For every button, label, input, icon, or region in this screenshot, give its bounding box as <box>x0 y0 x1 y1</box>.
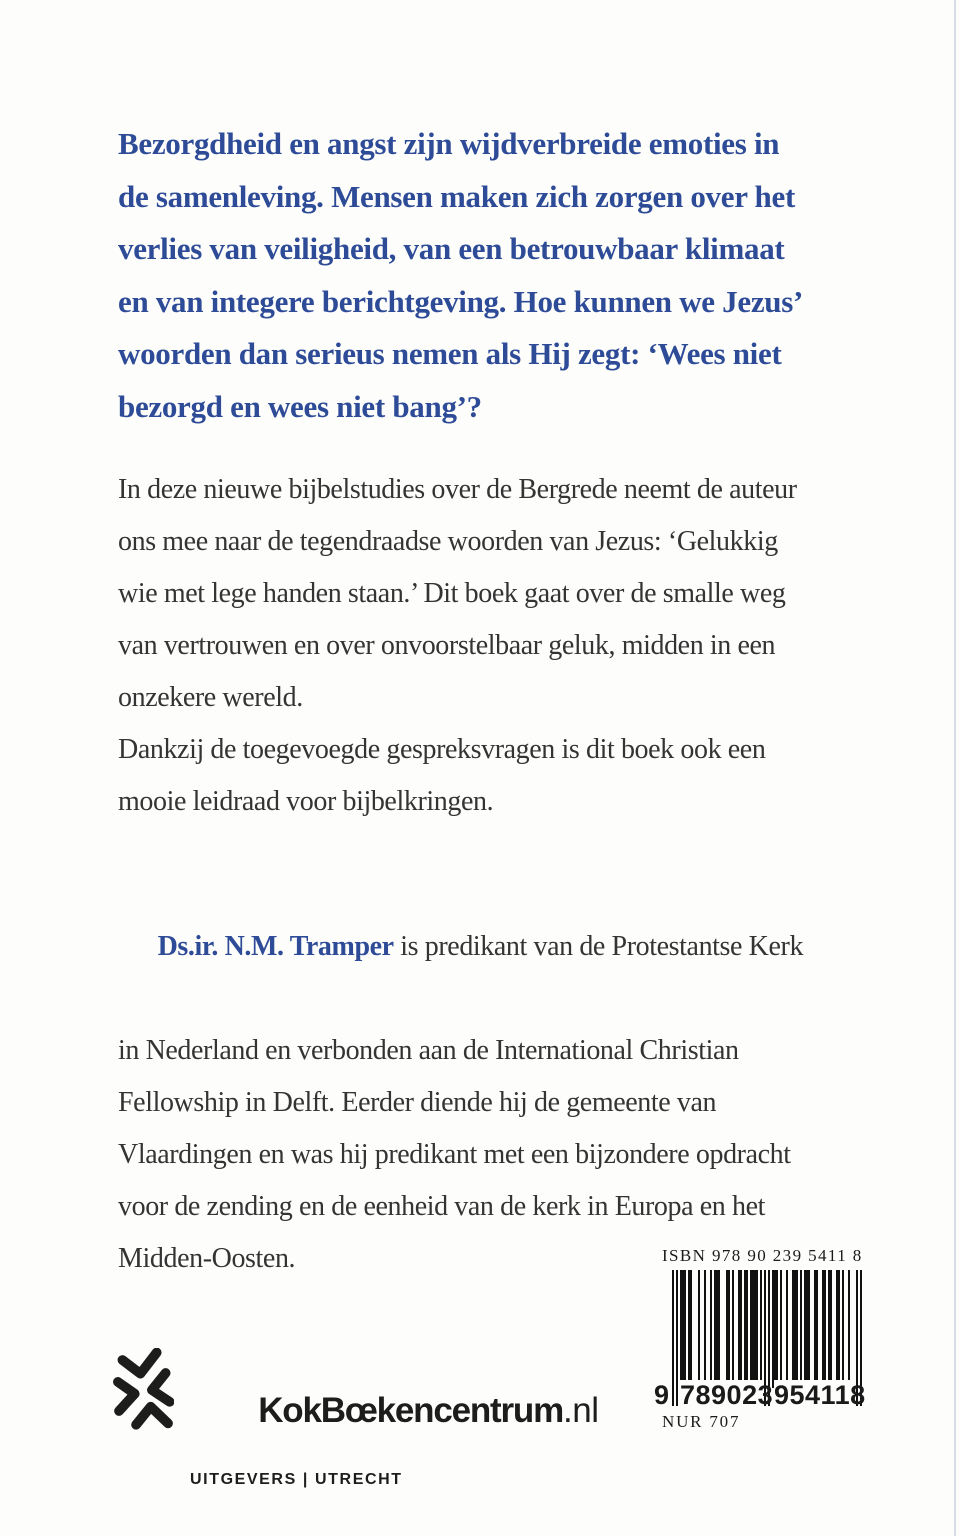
publisher-tagline: UITGEVERS | UTRECHT <box>190 1471 403 1488</box>
text-line: wie met lege handen staan.’ Dit boek gaat over de smalle weg <box>118 578 786 609</box>
isbn-label: ISBN 978 90 239 5411 8 <box>662 1246 863 1265</box>
blurb-paragraph <box>118 118 803 433</box>
text-line: de samenleving. Mensen maken zich zorgen over het <box>118 178 795 214</box>
author-bio-paragraph <box>118 869 803 1285</box>
publisher-brand-suffix: .nl <box>563 1391 599 1430</box>
text-line: In deze nieuwe bijbelstudies over de Bergrede neemt de auteur <box>118 474 797 505</box>
text-line: van vertrouwen en over onvoorstelbaar geluk, midden in een <box>118 630 776 661</box>
text-line: bezorgd en wees niet bang’? <box>118 388 482 424</box>
isbn-barcode-block <box>654 1246 866 1432</box>
publisher-brand-bold: KokBœkencentrum <box>258 1391 564 1430</box>
author-bio-first-line <box>118 869 803 1025</box>
text-line: in Nederland en verbonden aan de International Christian <box>118 1035 739 1066</box>
text-line: Fellowship in Delft. Eerder diende hij de gemeente van <box>118 1087 717 1118</box>
text-line: Bezorgdheid en angst zijn wijdverbreide emoties in <box>118 126 780 161</box>
text-line: verlies van veiligheid, van een betrouwbaar klimaat <box>118 231 785 266</box>
barcode-digit-group1: 789023 <box>680 1380 774 1410</box>
text-line: woorden dan serieus nemen als Hij zegt: ‘Wees niet <box>118 336 782 371</box>
text-line: Vlaardingen en was hij predikant met een bijzondere opdracht <box>118 1139 791 1170</box>
text-line: Dankzij de toegevoegde gespreksvragen is dit boek ook een <box>118 734 766 765</box>
barcode-digit-group2: 954118 <box>774 1380 866 1410</box>
nur-code: NUR 707 <box>662 1412 741 1431</box>
publisher-text <box>190 1346 599 1489</box>
author-bio-first-line-rest: is predikant van de Protestantse Kerk <box>393 931 804 962</box>
text-line: voor de zending en de eenheid van de kerk in Europa en het <box>118 1191 765 1222</box>
text-line: mooie leidraad voor bijbelkringen. <box>118 786 494 817</box>
text-line: onzekere wereld. <box>118 682 303 713</box>
publisher-logo <box>112 1346 599 1489</box>
publisher-asterisk-icon <box>112 1348 174 1430</box>
text-line: ons mee naar de tegendraadse woorden van Jezus: ‘Gelukkig <box>118 526 778 557</box>
publisher-brand-name <box>190 1354 599 1468</box>
description-paragraph <box>118 464 797 828</box>
barcode-digit-first: 9 <box>654 1380 670 1410</box>
barcode-digits <box>654 1380 866 1410</box>
author-name: Ds.ir. N.M. Tramper <box>157 931 394 962</box>
text-line: en van integere berichtgeving. Hoe kunnen we Jezus’ <box>118 283 804 319</box>
cover-edge-line <box>954 0 956 1536</box>
text-line: Midden-Oosten. <box>118 1243 296 1274</box>
